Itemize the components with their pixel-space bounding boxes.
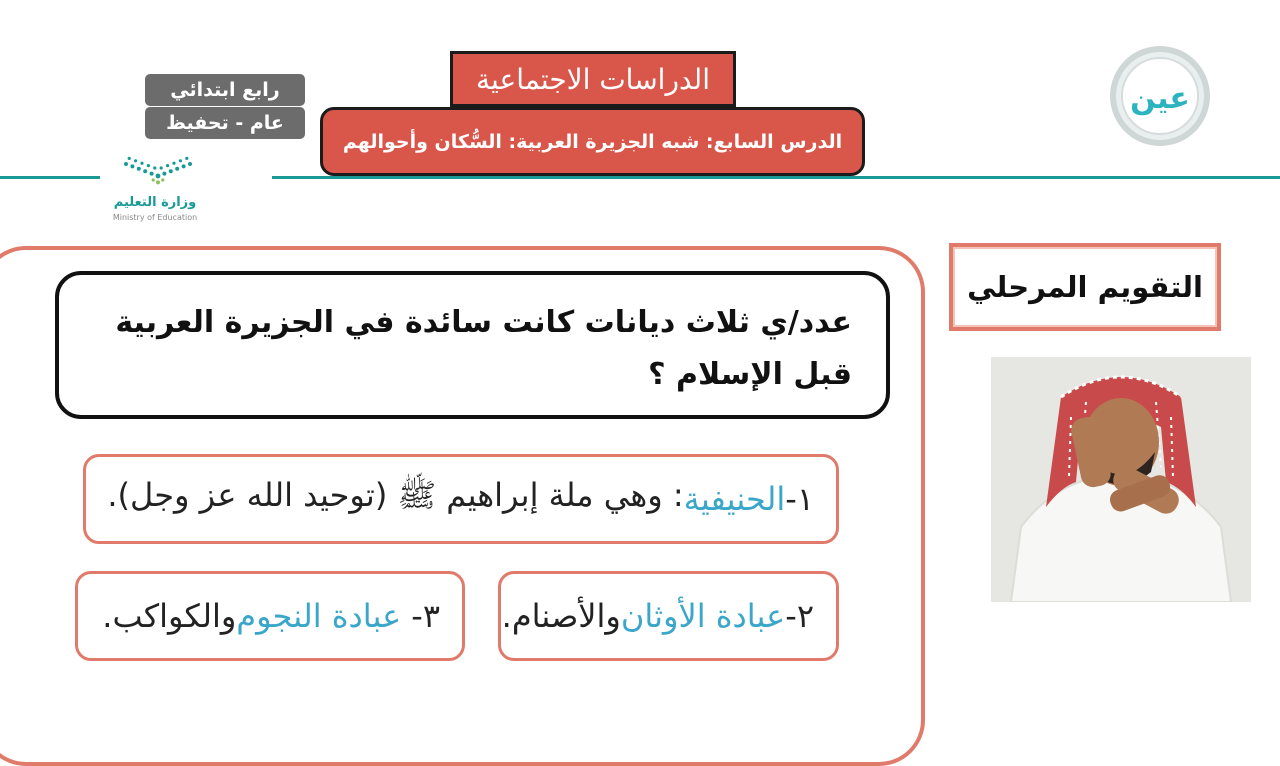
subject-title: الدراسات الاجتماعية: [450, 51, 736, 107]
grade-label: رابع ابتدائي: [145, 74, 305, 106]
answer-text: : وهي ملة إبراهيم ﷺ (توحيد الله عز وجل).: [107, 476, 684, 514]
ministry-logo-icon: [108, 152, 208, 192]
channel-logo-text: عين: [1130, 81, 1190, 116]
answer-number: ٢-: [785, 597, 814, 635]
ministry-name-ar: وزارة التعليم: [113, 195, 197, 210]
channel-logo-icon: [1108, 44, 1212, 148]
presenter-video: [991, 357, 1251, 602]
answer-item-2: [498, 571, 839, 661]
answer-highlight: عبادة الأوثان: [620, 597, 786, 635]
answer-number: ٣-: [411, 597, 440, 635]
answer-number: ١-: [785, 480, 814, 518]
answer-text: والكواكب.: [102, 597, 237, 635]
answer-item-3: [75, 571, 465, 661]
presenter-figure-icon: [991, 357, 1251, 602]
evaluation-title: التقويم المرحلي: [949, 243, 1221, 331]
track-label: عام - تحفيظ: [145, 107, 305, 139]
lesson-title: الدرس السابع: شبه الجزيرة العربية: السُّكان وأحوالهم: [320, 107, 865, 176]
ministry-name-en: Ministry of Education: [112, 213, 198, 222]
answer-highlight: عبادة النجوم: [236, 597, 402, 635]
question-box: عدد/ي ثلاث ديانات كانت سائدة في الجزيرة العربية قبل الإسلام ؟: [55, 271, 890, 419]
answer-text: والأصنام.: [501, 597, 621, 635]
answer-highlight: الحنيفية: [683, 480, 786, 518]
answer-item-1: [83, 454, 839, 544]
